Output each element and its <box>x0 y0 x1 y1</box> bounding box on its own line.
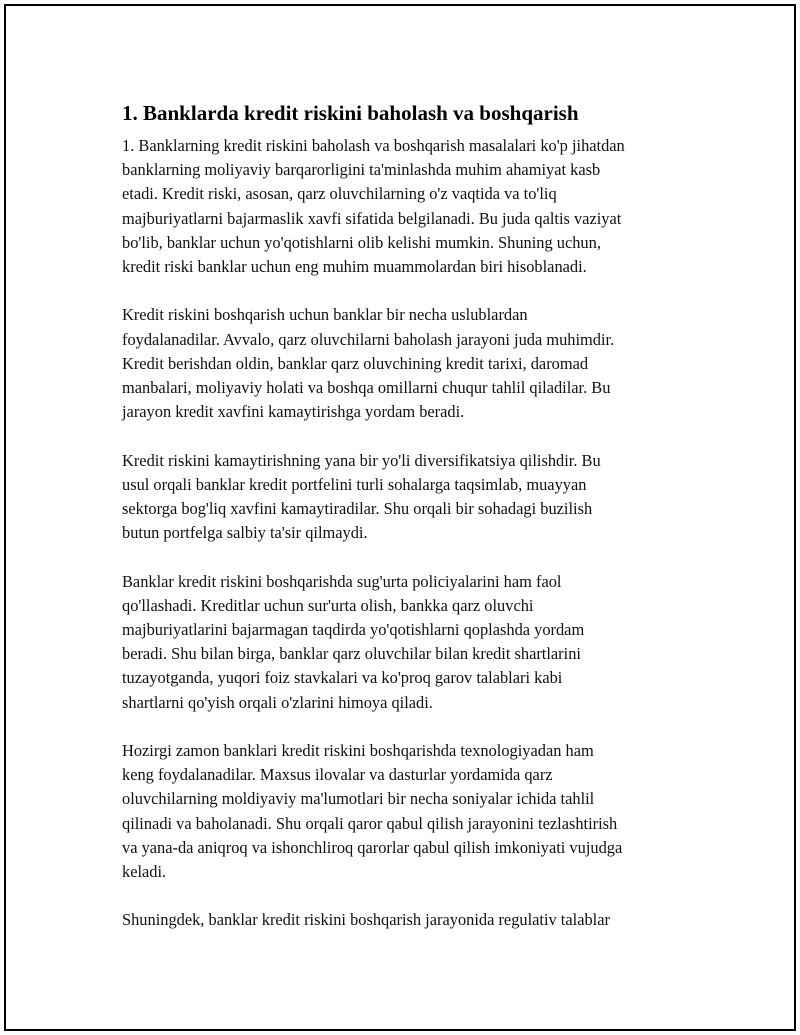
paragraph-line: majburiyatlarini bajarmagan taqdirda yo'qotishlarni qoplashda yordam <box>122 620 585 640</box>
paragraph <box>122 739 692 884</box>
paragraph <box>122 449 692 546</box>
paragraph <box>122 134 692 279</box>
paragraph-line: 1. Banklarning kredit riskini baholash va boshqarish masalalari ko'p jihatdan <box>122 136 625 155</box>
paragraph <box>122 570 692 715</box>
paragraph-line: usul orqali banklar kredit portfelini turli sohalarga taqsimlab, muayyan <box>122 474 587 494</box>
paragraph-line: va yana-da aniqroq va ishonchliroq qarorlar qabul qilish imkoniyati vujudga <box>122 837 623 857</box>
paragraph <box>122 908 692 932</box>
document-title: 1. Banklarda kredit riskini baholash va boshqarish <box>122 101 579 125</box>
paragraph-line: jarayon kredit xavfini kamaytirishga yordam beradi. <box>122 402 465 422</box>
paragraph-line: foydalanadilar. Avvalo, qarz oluvchilarni baholash jarayoni juda muhimdir. <box>122 329 615 349</box>
paragraph-line: qilinadi va baholanadi. Shu orqali qaror qabul qilish jarayonini tezlashtirish <box>122 813 618 833</box>
paragraph-line: Kredit riskini kamaytirishning yana bir yo'li diversifikatsiya qilishdir. Bu <box>122 450 601 470</box>
document-body <box>122 100 692 957</box>
paragraph <box>122 303 692 424</box>
paragraph-line: keladi. <box>122 862 167 882</box>
paragraph-line: beradi. Shu bilan birga, banklar qarz oluvchilar bilan kredit shartlarini <box>122 644 581 664</box>
paragraph-line: sektorga bog'liq xavfini kamaytiradilar. Shu orqali bir sohadagi buzilish <box>122 499 593 519</box>
page-frame <box>4 4 796 1031</box>
paragraph-line: shartlarni qo'yish orqali o'zlarini himoya qiladi. <box>122 692 433 712</box>
paragraph-line: bo'lib, banklar uchun yo'qotishlarni olib kelishi mumkin. Shuning uchun, <box>122 232 601 252</box>
paragraph-line: tuzayotganda, yuqori foiz stavkalari va ko'proq garov talablari kabi <box>122 668 563 688</box>
paragraph-line: Kredit berishdan oldin, banklar qarz oluvchining kredit tarixi, daromad <box>122 353 589 373</box>
paragraph-line: majburiyatlarni bajarmaslik xavfi sifatida belgilanadi. Bu juda qaltis vaziyat <box>122 208 622 228</box>
paragraph-line: etadi. Kredit riski, asosan, qarz oluvchilarning o'z vaqtida va to'liq <box>122 184 557 204</box>
paragraph-line: kredit riski banklar uchun eng muhim muammolardan biri hisoblanadi. <box>122 257 587 277</box>
paragraph-line: oluvchilarning moldiyaviy ma'lumotlari bir necha soniyalar ichida tahlil <box>122 789 595 809</box>
paragraph-line: qo'llashadi. Kreditlar uchun sur'urta olish, bankka qarz oluvchi <box>122 595 534 615</box>
paragraph-line: manbalari, moliyaviy holati va boshqa omillarni chuqur tahlil qiladilar. Bu <box>122 378 611 398</box>
paragraph-line: banklarning moliyaviy barqarorligini ta'minlashda muhim ahamiyat kasb <box>122 160 601 180</box>
paragraph-line: Kredit riskini boshqarish uchun banklar bir necha uslublardan <box>122 305 528 325</box>
paragraph-line: Shuningdek, banklar kredit riskini boshqarish jarayonida regulativ talablar <box>122 910 610 930</box>
paragraph-line: butun portfelga salbiy ta'sir qilmaydi. <box>122 523 368 543</box>
paragraph-line: Banklar kredit riskini boshqarishda sug'urta policiyalarini ham faol <box>122 571 562 591</box>
paragraph-line: Hozirgi zamon banklari kredit riskini boshqarishda texnologiyadan ham <box>122 741 594 761</box>
paragraph-line: keng foydalanadilar. Maxsus ilovalar va dasturlar yordamida qarz <box>122 765 553 785</box>
paragraph-list <box>122 134 692 933</box>
